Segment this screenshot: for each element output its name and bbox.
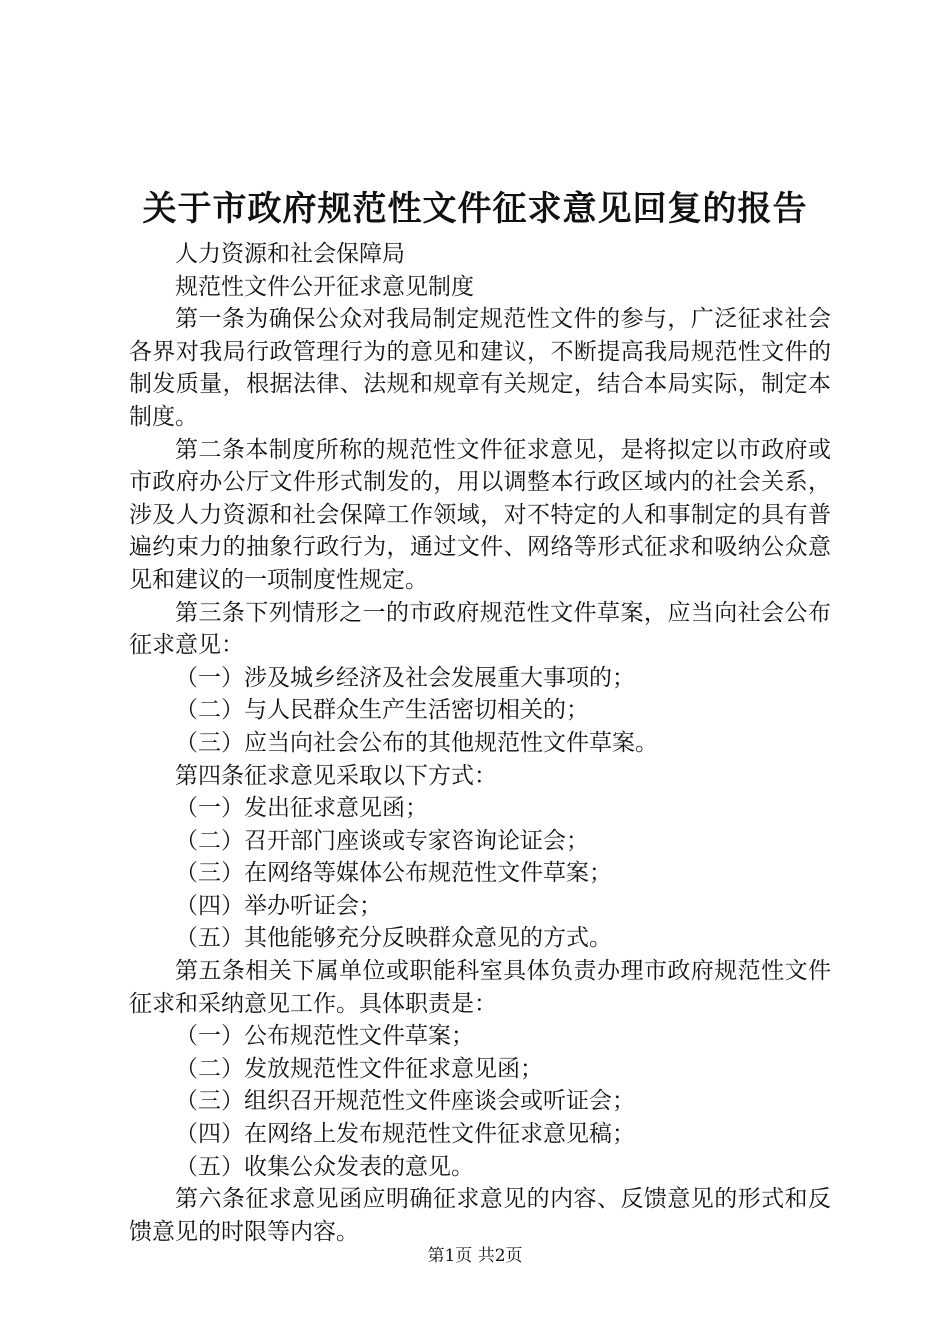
document-title: 关于市政府规范性文件征求意见回复的报告 — [142, 189, 808, 229]
paragraph: （二）与人民群众生产生活密切相关的； — [175, 697, 589, 724]
paragraph: 第二条本制度所称的规范性文件征求意见，是将拟定以市政府或市政府办公厅文件形式制发的，用以调整本行政区域内的社会关系，涉及人力资源和社会保障工作领域，对不特定的人和事制定的具有普遍约束力的抽象行政行为，通过文件、网络等形式征求和吸纳公众意见和建议的一项制度性规定。 — [129, 436, 831, 593]
paragraph: （二）发放规范性文件征求意见函； — [175, 1055, 543, 1082]
paragraph: （三）应当向社会公布的其他规范性文件草案。 — [175, 729, 658, 756]
paragraph: （三）组织召开规范性文件座谈会或听证会； — [175, 1088, 635, 1115]
page-number-footer: 第1页 共2页 — [427, 1246, 523, 1266]
paragraph: 第一条为确保公众对我局制定规范性文件的参与，广泛征求社会各界对我局行政管理行为的意见和建议，不断提高我局规范性文件的制发质量，根据法律、法规和规章有关规定，结合本局实际，制定本制度。 — [129, 306, 831, 430]
paragraph: 规范性文件公开征求意见制度 — [175, 273, 474, 300]
paragraph: （一）发出征求意见函； — [175, 795, 428, 822]
paragraph: （四）举办听证会； — [175, 892, 382, 919]
paragraph: 第四条征求意见采取以下方式： — [175, 762, 497, 789]
paragraph: （五）其他能够充分反映群众意见的方式。 — [175, 925, 612, 952]
document-body — [129, 238, 831, 1248]
paragraph: （五）收集公众发表的意见。 — [175, 1153, 474, 1180]
paragraph: 第三条下列情形之一的市政府规范性文件草案，应当向社会公布征求意见： — [129, 599, 831, 659]
paragraph: （三）在网络等媒体公布规范性文件草案； — [175, 860, 612, 887]
paragraph: 人力资源和社会保障局 — [175, 241, 405, 267]
paragraph: （一）涉及城乡经济及社会发展重大事项的； — [175, 664, 635, 691]
paragraph: （四）在网络上发布规范性文件征求意见稿； — [175, 1121, 635, 1148]
paragraph: 第五条相关下属单位或职能科室具体负责办理市政府规范性文件征求和采纳意见工作。具体职责是： — [129, 958, 831, 1017]
paragraph: 第六条征求意见函应明确征求意见的内容、反馈意见的形式和反馈意见的时限等内容。 — [129, 1186, 831, 1245]
paragraph: （一）公布规范性文件草案； — [175, 1023, 474, 1050]
paragraph: （二）召开部门座谈或专家咨询论证会； — [175, 827, 589, 854]
